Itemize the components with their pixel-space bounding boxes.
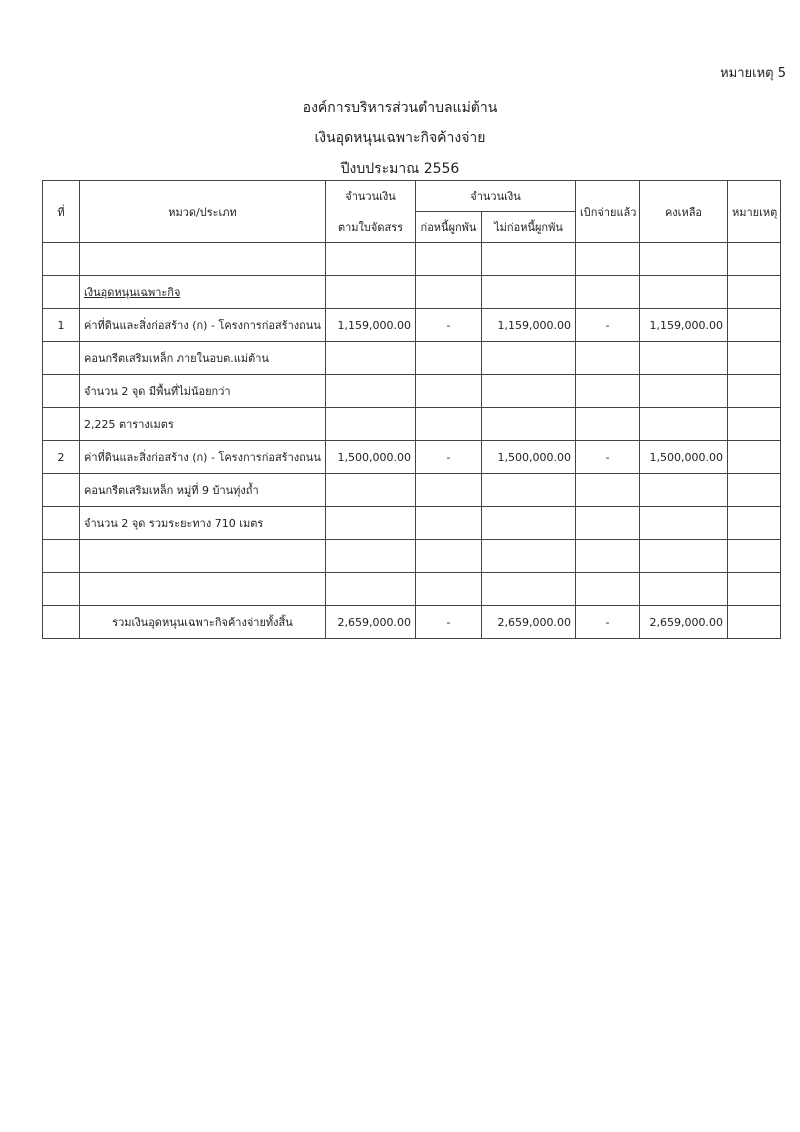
row-committed [416, 474, 482, 507]
row-remark [728, 540, 781, 573]
row-no [43, 408, 80, 441]
col-header-uncommitted: ไม่ก่อหนี้ผูกพัน [482, 212, 576, 243]
col-header-group: จำนวนเงิน [416, 181, 576, 212]
row-disbursed [576, 342, 640, 375]
table-row [43, 375, 781, 408]
row-no [43, 375, 80, 408]
row-desc: 2,225 ตารางเมตร [80, 408, 326, 441]
col-header-no: ที่ [43, 181, 80, 243]
row-uncommitted [482, 408, 576, 441]
row-amount: 1,500,000.00 [326, 441, 416, 474]
row-disbursed [576, 573, 640, 606]
table-row [43, 408, 781, 441]
row-committed: - [416, 309, 482, 342]
row-uncommitted [482, 507, 576, 540]
col-header-disbursed: เบิกจ่ายแล้ว [576, 181, 640, 243]
col-header-amount-bottom: ตามใบจัดสรร [326, 212, 416, 243]
row-uncommitted: 1,500,000.00 [482, 441, 576, 474]
org-title: องค์การบริหารส่วนตำบลแม่ต้าน [302, 100, 498, 116]
table-row [43, 309, 781, 342]
row-desc: คอนกรีตเสริมเหล็ก ภายในอบต.แม่ต้าน [80, 342, 326, 375]
row-balance [640, 474, 728, 507]
row-no: 2 [43, 441, 80, 474]
total-label: รวมเงินอุดหนุนเฉพาะกิจค้างจ่ายทั้งสิ้น [80, 606, 326, 639]
row-amount [326, 507, 416, 540]
row-balance [640, 507, 728, 540]
fiscal-year: ปีงบประมาณ 2556 [340, 161, 460, 177]
document-subtitle: เงินอุดหนุนเฉพาะกิจค้างจ่าย [314, 130, 486, 146]
row-committed [416, 342, 482, 375]
total-balance: 2,659,000.00 [640, 606, 728, 639]
row-uncommitted [482, 573, 576, 606]
row-remark [728, 474, 781, 507]
row-no [43, 507, 80, 540]
header-row [43, 181, 781, 212]
col-header-amount-top: จำนวนเงิน [326, 181, 416, 212]
row-disbursed [576, 408, 640, 441]
row-no [43, 573, 80, 606]
row-remark [728, 375, 781, 408]
row-uncommitted [482, 540, 576, 573]
row-remark [728, 573, 781, 606]
col-header-committed: ก่อหนี้ผูกพัน [416, 212, 482, 243]
col-header-balance: คงเหลือ [640, 181, 728, 243]
total-remark [728, 606, 781, 639]
row-balance [640, 573, 728, 606]
row-balance [640, 408, 728, 441]
row-desc: จำนวน 2 จุด รวมระยะทาง 710 เมตร [80, 507, 326, 540]
row-amount [326, 342, 416, 375]
row-disbursed [576, 474, 640, 507]
table-row [43, 540, 781, 573]
row-desc: คอนกรีตเสริมเหล็ก หมู่ที่ 9 บ้านทุ่งถ้ำ [80, 474, 326, 507]
section-row [43, 276, 781, 309]
row-amount [326, 408, 416, 441]
table-row [43, 474, 781, 507]
row-uncommitted: 1,159,000.00 [482, 309, 576, 342]
total-uncommitted: 2,659,000.00 [482, 606, 576, 639]
row-no: 1 [43, 309, 80, 342]
row-disbursed: - [576, 441, 640, 474]
row-amount [326, 540, 416, 573]
row-remark [728, 441, 781, 474]
row-no [43, 342, 80, 375]
row-amount: 1,159,000.00 [326, 309, 416, 342]
row-disbursed [576, 375, 640, 408]
row-balance [640, 375, 728, 408]
row-uncommitted [482, 375, 576, 408]
row-balance: 1,500,000.00 [640, 441, 728, 474]
row-remark [728, 507, 781, 540]
row-committed [416, 408, 482, 441]
row-amount [326, 375, 416, 408]
row-committed: - [416, 441, 482, 474]
row-desc: จำนวน 2 จุด มีพื้นที่ไม่น้อยกว่า [80, 375, 326, 408]
row-no [43, 474, 80, 507]
total-committed: - [416, 606, 482, 639]
row-remark [728, 309, 781, 342]
row-committed [416, 507, 482, 540]
row-remark [728, 408, 781, 441]
col-header-category: หมวด/ประเภท [80, 181, 326, 243]
row-disbursed: - [576, 309, 640, 342]
row-amount [326, 474, 416, 507]
row-balance: 1,159,000.00 [640, 309, 728, 342]
table-row [43, 441, 781, 474]
total-amount: 2,659,000.00 [326, 606, 416, 639]
row-desc: ค่าที่ดินและสิ่งก่อสร้าง (ก) - โครงการก่อสร้างถนน [80, 309, 326, 342]
row-amount [326, 573, 416, 606]
row-desc: ค่าที่ดินและสิ่งก่อสร้าง (ก) - โครงการก่อสร้างถนน [80, 441, 326, 474]
row-balance [640, 540, 728, 573]
row-disbursed [576, 507, 640, 540]
row-uncommitted [482, 474, 576, 507]
subsidy-table [42, 180, 781, 639]
col-header-remark: หมายเหตุ [728, 181, 781, 243]
row-uncommitted [482, 342, 576, 375]
section-label: เงินอุดหนุนเฉพาะกิจ [80, 276, 326, 309]
row-balance [640, 342, 728, 375]
total-row [43, 606, 781, 639]
row-disbursed [576, 540, 640, 573]
row-remark [728, 342, 781, 375]
row-committed [416, 573, 482, 606]
row-committed [416, 540, 482, 573]
row-committed [416, 375, 482, 408]
total-disbursed: - [576, 606, 640, 639]
table-row [43, 573, 781, 606]
row-desc [80, 573, 326, 606]
row-desc [80, 540, 326, 573]
row-no [43, 540, 80, 573]
spacer-row [43, 243, 781, 276]
note-label: หมายเหตุ 5 [720, 66, 786, 81]
table-row [43, 507, 781, 540]
table-row [43, 342, 781, 375]
